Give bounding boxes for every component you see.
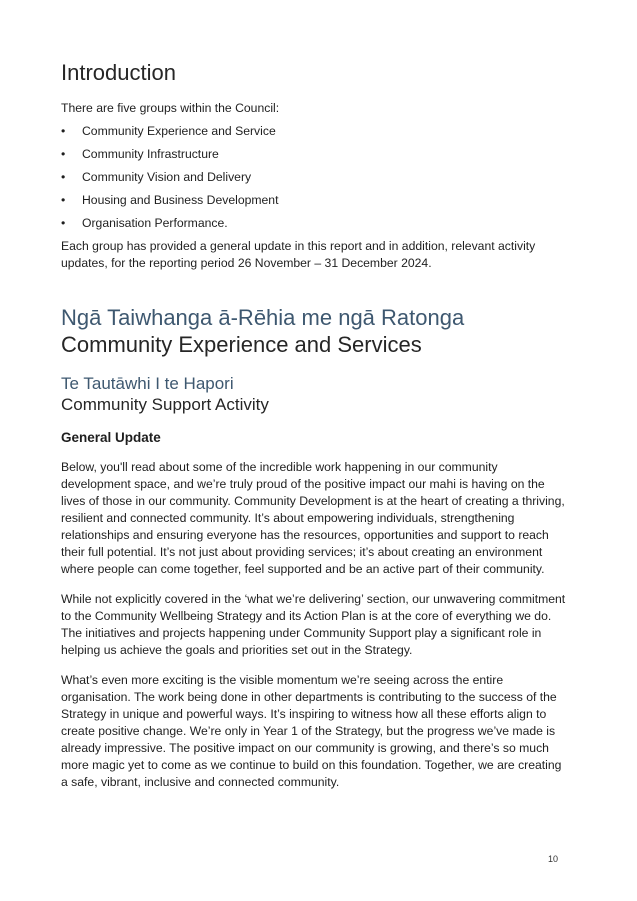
groups-list (61, 123, 566, 232)
general-update-heading: General Update (61, 430, 161, 445)
introduction-title: Introduction (61, 60, 176, 85)
section-title-english: Community Experience and Services (61, 332, 422, 357)
list-item (61, 146, 566, 163)
general-update-paragraph: What’s even more exciting is the visible momentum we’re seeing across the entire organisation. The work being done in other departments is contributing to the success of the Strategy in unique and powerful ways. It’s inspiring to witness how all these efforts align to create positive change. We’re only in Year 1 of the Strategy, but the progress we’ve made is already impressive. The positive impact on our community is growing, and there’s so much more magic yet to come as we continue to build on this foundation. Together, we are creating a safe, vibrant, inclusive and connected community. (61, 673, 562, 789)
general-update-paragraph: While not explicitly covered in the ‘what we’re delivering’ section, our unwavering commitment to the Community Wellbeing Strategy and its Action Plan is at the core of everything we do. The initiatives and projects happening under Community Support play a significant role in helping us achieve the goals and priorities set out in the Strategy. (61, 592, 566, 657)
group-label: Organisation Performance. (82, 216, 228, 230)
bullet-icon: • (61, 193, 66, 207)
bullet-icon: • (61, 216, 66, 230)
group-label: Community Experience and Service (82, 124, 276, 138)
introduction-closing: Each group has provided a general update in this report and in addition, relevant activity updates, for the reporting period 26 November – 31 December 2024. (61, 239, 536, 270)
general-update-paragraph: Below, you'll read about some of the incredible work happening in our community development space, and we’re truly proud of the positive impact our mahi is having on the lives of those in our community. Community Development is at the heart of creating a thriving, resilient and connected community. It’s about empowering individuals, strengthening relationships and ensuring everyone has the resources, opportunities and support to reach their full potential. It’s not just about providing services; it’s about creating an environment where people can come together, feel supported and be an active part of their community. (61, 460, 565, 576)
list-item (61, 215, 566, 232)
group-label: Housing and Business Development (82, 193, 279, 207)
page-number: 10 (548, 854, 559, 864)
subsection-title-english: Community Support Activity (61, 395, 269, 414)
document-page (61, 58, 566, 804)
section-title-maori: Ngā Taiwhanga ā-Rēhia me ngā Ratonga (61, 305, 465, 330)
list-item (61, 123, 566, 140)
subsection-title-maori: Te Tautāwhi I te Hapori (61, 374, 234, 393)
group-label: Community Vision and Delivery (82, 170, 252, 184)
bullet-icon: • (61, 124, 66, 138)
bullet-icon: • (61, 147, 66, 161)
list-item (61, 169, 566, 186)
group-label: Community Infrastructure (82, 147, 219, 161)
list-item (61, 192, 566, 209)
introduction-lead: There are five groups within the Council: (61, 101, 280, 115)
bullet-icon: • (61, 170, 66, 184)
